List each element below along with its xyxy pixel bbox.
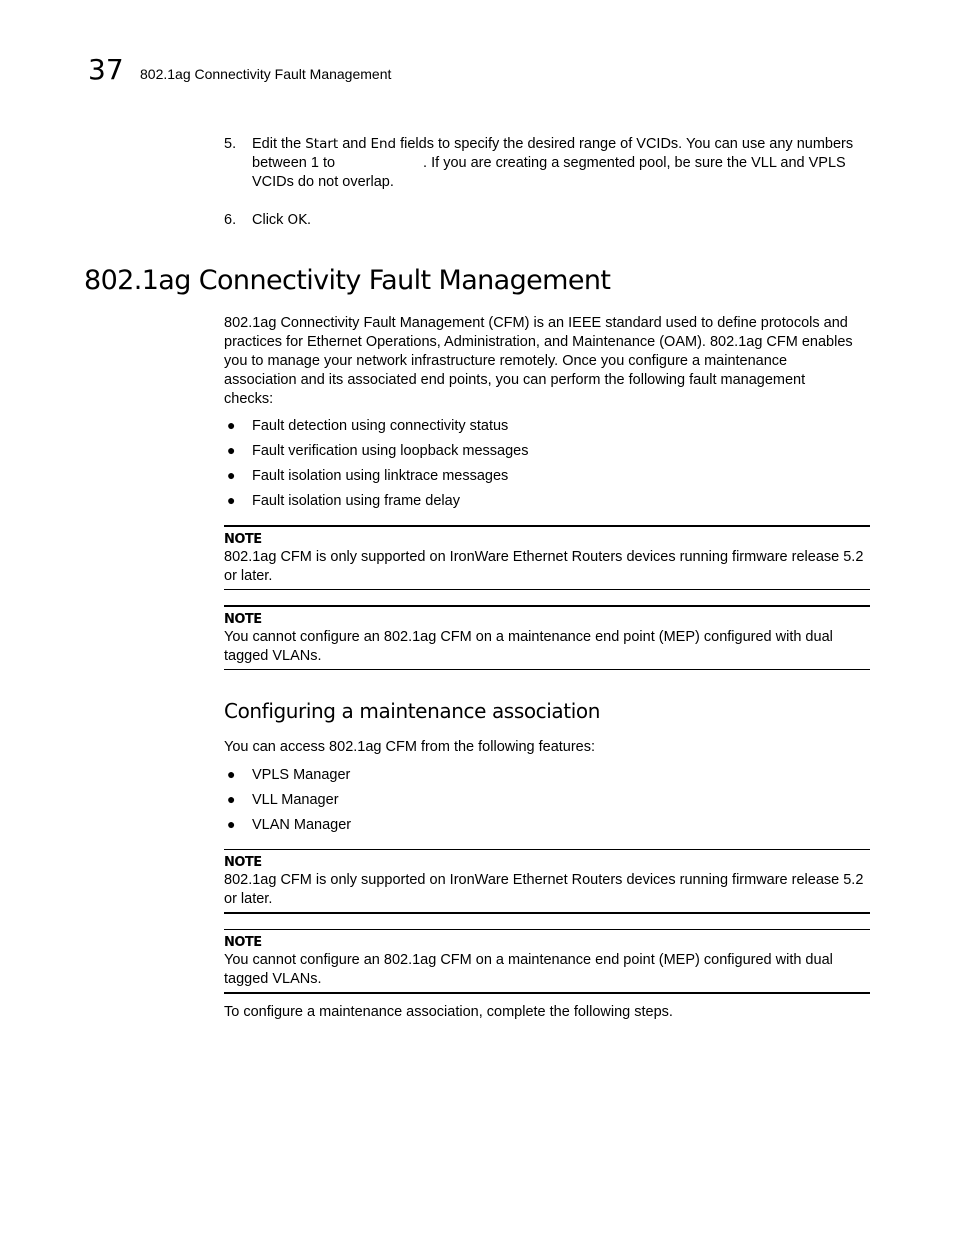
- step-number: 5.: [224, 136, 237, 152]
- subsection-title: Configuring a maintenance association: [224, 699, 601, 723]
- step-5-line-1: Edit the Start and End fields to specify the desired range of VCIDs. You can use any numbers: [252, 136, 854, 152]
- list-item: ● Fault verification using loopback messages: [227, 442, 529, 459]
- step-5-line-3: VCIDs do not overlap.: [252, 174, 394, 190]
- subsection-intro: You can access 802.1ag CFM from the following features:: [224, 739, 596, 755]
- note-box: NOTE 802.1ag CFM is only supported on IronWare Ethernet Routers devices running firmware release 5.2 or later.: [224, 849, 870, 914]
- ok-button-label: OK: [287, 212, 307, 228]
- list-item: ● Fault isolation using linktrace messages: [227, 467, 509, 484]
- step-6: 6. Click OK.: [224, 212, 311, 228]
- list-item: ● VPLS Manager: [227, 766, 351, 783]
- list-item: ● Fault detection using connectivity status: [227, 417, 509, 434]
- note-label: NOTE: [224, 532, 262, 547]
- note-label: NOTE: [224, 855, 262, 870]
- start-field-label: Start: [305, 136, 339, 152]
- bullet-icon: ●: [227, 417, 236, 433]
- list-item: ● VLL Manager: [227, 791, 339, 808]
- end-field-label: End: [370, 136, 397, 152]
- bullet-icon: ●: [227, 492, 236, 508]
- step-number: 6.: [224, 212, 237, 228]
- features-list: [224, 766, 870, 841]
- step-5: [224, 135, 870, 192]
- checks-list: [224, 417, 870, 517]
- step-5-line-2: between 1 to . If you are creating a segmented pool, be sure the VLL and VPLS: [252, 155, 846, 171]
- note-box: NOTE 802.1ag CFM is only supported on IronWare Ethernet Routers devices running firmware release 5.2 or later.: [224, 525, 870, 590]
- running-header: 802.1ag Connectivity Fault Management: [140, 66, 392, 82]
- closing-paragraph: To configure a maintenance association, complete the following steps.: [224, 1004, 673, 1020]
- bullet-icon: ●: [227, 766, 236, 782]
- bullet-icon: ●: [227, 791, 236, 807]
- bullet-icon: ●: [227, 816, 236, 832]
- list-item: ● VLAN Manager: [227, 816, 352, 833]
- bullet-icon: ●: [227, 442, 236, 458]
- note-label: NOTE: [224, 612, 262, 627]
- chapter-number: 37: [88, 53, 124, 86]
- bullet-icon: ●: [227, 467, 236, 483]
- note-box: NOTE You cannot configure an 802.1ag CFM on a maintenance end point (MEP) configured with dual tagged VLANs.: [224, 929, 870, 994]
- note-box: NOTE You cannot configure an 802.1ag CFM on a maintenance end point (MEP) configured with dual tagged VLANs.: [224, 605, 870, 670]
- note-label: NOTE: [224, 935, 262, 950]
- list-item: ● Fault isolation using frame delay: [227, 492, 460, 509]
- section-title: 802.1ag Connectivity Fault Management: [84, 265, 611, 296]
- section-intro: 802.1ag Connectivity Fault Management (CFM) is an IEEE standard used to define protocols and practices for Ethernet Operations, Administration, and Maintenance (OAM). 802.1ag CFM enables you to manage your network infrastructure remotely. Once you configure a maintenance association and its associated end points, you can perform the following fault management checks:: [224, 315, 853, 407]
